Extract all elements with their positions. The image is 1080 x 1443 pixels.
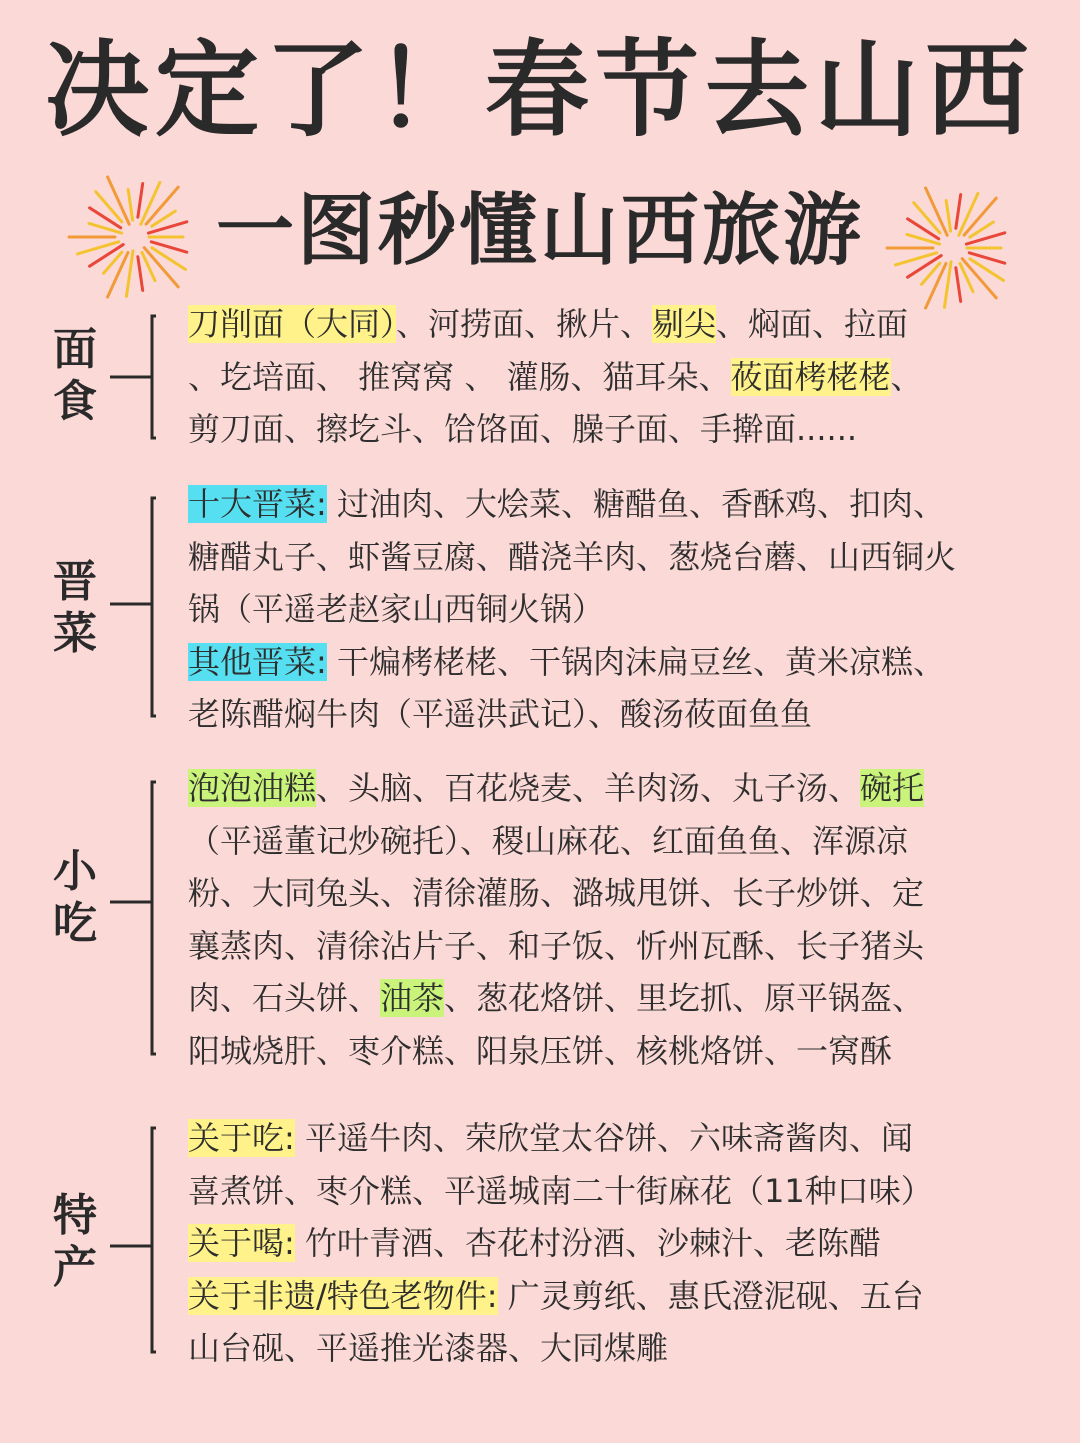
content-line — [188, 688, 1048, 741]
highlighted-term: 关于非遗/特色老物件: — [188, 1276, 498, 1315]
bracket — [110, 298, 170, 458]
item-text: 、头脑、百花烧麦、羊肉汤、丸子汤、 — [316, 769, 861, 807]
item-text: 、圪培面、 推窝窝 、 灌肠、猫耳朵、 — [188, 357, 731, 396]
item-text: 、河捞面、揪片、 — [396, 305, 653, 343]
item-text: 过油肉、大烩菜、糖醋鱼、香酥鸡、扣肉、 — [326, 485, 945, 523]
content-line — [188, 351, 1048, 404]
section-content — [188, 298, 1048, 456]
item-text: （平遥董记炒碗托）、稷山麻花、红面鱼鱼、浑源凉 — [188, 821, 909, 860]
highlighted-term: 碗托 — [860, 769, 925, 807]
content-line — [188, 531, 1048, 584]
section-content — [188, 1112, 1048, 1375]
section-content — [188, 478, 1048, 741]
content-line — [188, 1112, 1048, 1165]
highlighted-term: 莜面栲栳栳 — [730, 357, 891, 396]
section-category: 小 吃 — [53, 846, 97, 949]
content-line — [188, 1322, 1048, 1375]
item-text: 剪刀面、擦圪斗、饸饹面、臊子面、手擀面...... — [188, 410, 858, 448]
item-text: 干煸栲栳栳、干锅肉沫扁豆丝、黄米凉糕、 — [326, 642, 945, 681]
item-text: 广灵剪纸、惠氏澄泥砚、五台 — [497, 1276, 924, 1315]
content-line — [188, 762, 1048, 815]
highlighted-term: 十大晋菜: — [188, 485, 327, 523]
content-line — [188, 867, 1048, 920]
content-line — [188, 298, 1048, 351]
content-line — [188, 403, 1048, 456]
section-category: 晋 菜 — [53, 556, 97, 659]
item-text: 平遥牛肉、荣欣堂太谷饼、六味斋酱肉、闻 — [294, 1119, 913, 1157]
page-title: 决定了！春节去山西 — [44, 29, 1035, 151]
section-noodles — [0, 298, 1080, 458]
item-text: 山台砚、平遥推光漆器、大同煤雕 — [188, 1329, 669, 1367]
item-text: 肉、石头饼、 — [188, 979, 381, 1017]
section-category: 特 产 — [53, 1190, 97, 1293]
content-line — [188, 972, 1048, 1025]
highlighted-term: 关于喝: — [188, 1224, 295, 1262]
content-line — [188, 636, 1048, 689]
section-content — [188, 762, 1048, 1077]
item-text: 喜煮饼、枣介糕、平遥城南二十街麻花（11种口味） — [188, 1171, 933, 1210]
highlighted-term: 关于吃: — [188, 1119, 295, 1157]
bracket — [110, 762, 170, 1082]
highlighted-term: 其他晋菜: — [188, 642, 327, 681]
section-snacks — [0, 762, 1080, 1082]
item-text: 、焖面、拉面 — [716, 305, 909, 343]
item-text: 阳城烧肝、枣介糕、阳泉压饼、核桃烙饼、一窝酥 — [188, 1031, 893, 1070]
item-text: 糖醋丸子、虾酱豆腐、醋浇羊肉、葱烧台蘑、山西铜火 — [188, 537, 957, 576]
content-line — [188, 1217, 1048, 1270]
item-text: 襄蒸肉、清徐沾片子、和子饭、忻州瓦酥、长子猪头 — [188, 926, 925, 965]
section-specialties — [0, 1112, 1080, 1377]
section-category: 面 食 — [53, 324, 97, 427]
item-text: 锅（平遥老赵家山西铜火锅） — [188, 590, 605, 628]
item-text: 粉、大同兔头、清徐灌肠、潞城甩饼、长子炒饼、定 — [188, 874, 925, 912]
section-shanxi-dishes — [0, 478, 1080, 743]
content-line — [188, 478, 1048, 531]
firework-icon — [878, 183, 1028, 313]
item-text: 、 — [890, 357, 923, 396]
item-text: 老陈醋焖牛肉（平遥洪武记）、酸汤莜面鱼鱼 — [188, 695, 813, 733]
content-line — [188, 815, 1048, 868]
highlighted-term: 刀削面（大同） — [188, 305, 397, 343]
item-text: 、葱花烙饼、里圪抓、原平锅盔、 — [444, 979, 925, 1017]
bracket — [110, 478, 170, 743]
page-subtitle: 一图秒懂山西旅游 — [215, 186, 864, 276]
bracket — [110, 1112, 170, 1377]
highlighted-term: 剔尖 — [652, 305, 717, 343]
content-line — [188, 583, 1048, 636]
highlighted-term: 泡泡油糕 — [188, 769, 317, 807]
content-line — [188, 1270, 1048, 1323]
content-line — [188, 1165, 1048, 1218]
content-line — [188, 920, 1048, 973]
highlighted-term: 油茶 — [380, 979, 445, 1017]
content-line — [188, 1025, 1048, 1078]
item-text: 竹叶青酒、杏花村汾酒、沙棘汁、老陈醋 — [294, 1224, 881, 1262]
